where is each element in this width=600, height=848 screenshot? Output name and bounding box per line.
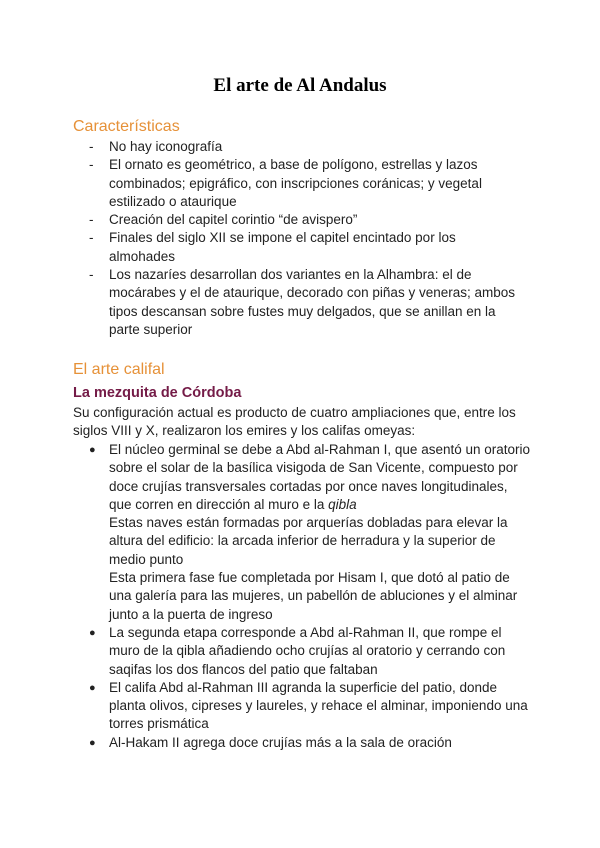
list-item bbox=[73, 211, 523, 229]
dash-marker: - bbox=[89, 267, 94, 283]
list-item bbox=[73, 138, 523, 156]
list-item-text bbox=[109, 441, 533, 514]
list-item-text: Creación del capitel corintio “de avispero” bbox=[109, 212, 358, 228]
list-item bbox=[73, 156, 523, 211]
list-item-text: Al-Hakam II agrega doce crujías más a la sala de oración bbox=[109, 734, 452, 750]
list-item-text: No hay iconografía bbox=[109, 139, 223, 154]
dash-marker: - bbox=[89, 212, 94, 228]
list-item-text: El ornato es geométrico, a base de polígono, estrellas y lazos combinados; epigráfico, con inscripciones coránicas; y vegetal estilizado o ataurique bbox=[109, 157, 482, 209]
bullet-marker: ● bbox=[89, 736, 96, 749]
dash-marker: - bbox=[89, 157, 94, 173]
bullet-marker: ● bbox=[89, 444, 96, 456]
list-item-continuation: Esta primera fase fue completada por Hisam I, que dotó al patio de una galería para las mujeres, un pabellón de abluciones y el alminar junto a la puerta de ingreso bbox=[109, 570, 518, 622]
list-item bbox=[73, 734, 533, 752]
text-segment: El núcleo germinal se debe a Abd al-Rahman I, que asentó un oratorio sobre el solar de la basílica visigoda de San Vicente, compuesto por doce crujías transversales cortadas por once naves longitudinales, que corren en dirección al muro e la bbox=[109, 442, 531, 512]
dash-marker: - bbox=[89, 230, 94, 246]
list-item bbox=[73, 624, 533, 679]
bullet-marker: ● bbox=[89, 681, 96, 694]
caracteristicas-list bbox=[73, 138, 523, 339]
page-title: El arte de Al Andalus bbox=[213, 75, 387, 96]
intro-paragraph: Su configuración actual es producto de cuatro ampliaciones que, entre los siglos VIII y X, realizaron los emires y los califas omeyas: bbox=[73, 405, 516, 439]
list-item bbox=[73, 266, 523, 339]
list-item-continuation: Estas naves están formadas por arquerías dobladas para elevar la altura del edificio: la arcada inferior de herradura y la superior de medio punto bbox=[109, 515, 508, 567]
list-item-text: La segunda etapa corresponde a Abd al-Rahman II, que rompe el muro de la qibla añadiendo ocho crujías al oratorio y cerrando con saqifas los dos flancos del patio que faltaban bbox=[109, 624, 506, 677]
list-item bbox=[73, 679, 533, 734]
list-item bbox=[73, 229, 523, 266]
subsection-heading-mezquita: La mezquita de Córdoba bbox=[73, 385, 242, 401]
section-heading-caracteristicas: Características bbox=[73, 118, 180, 135]
italic-term: qibla bbox=[328, 496, 357, 512]
list-item bbox=[73, 441, 533, 624]
dash-marker: - bbox=[89, 139, 94, 154]
bullet-marker: ● bbox=[89, 626, 96, 639]
list-item-text: Finales del siglo XII se impone el capitel encintado por los almohades bbox=[109, 230, 456, 264]
list-item-text: Los nazaríes desarrollan dos variantes en la Alhambra: el de mocárabes y el de ataurique, decorado con piñas y veneras; ambos tipos descansan sobre fustes muy delgados, que se anillan en la parte superior bbox=[109, 267, 515, 337]
list-item-text: El califa Abd al-Rahman III agranda la superficie del patio, donde planta olivos, cipreses y laureles, y rehace el alminar, imponiendo una torres prismática bbox=[109, 679, 528, 732]
section-heading-califal: El arte califal bbox=[73, 361, 165, 378]
mezquita-list bbox=[73, 441, 533, 752]
